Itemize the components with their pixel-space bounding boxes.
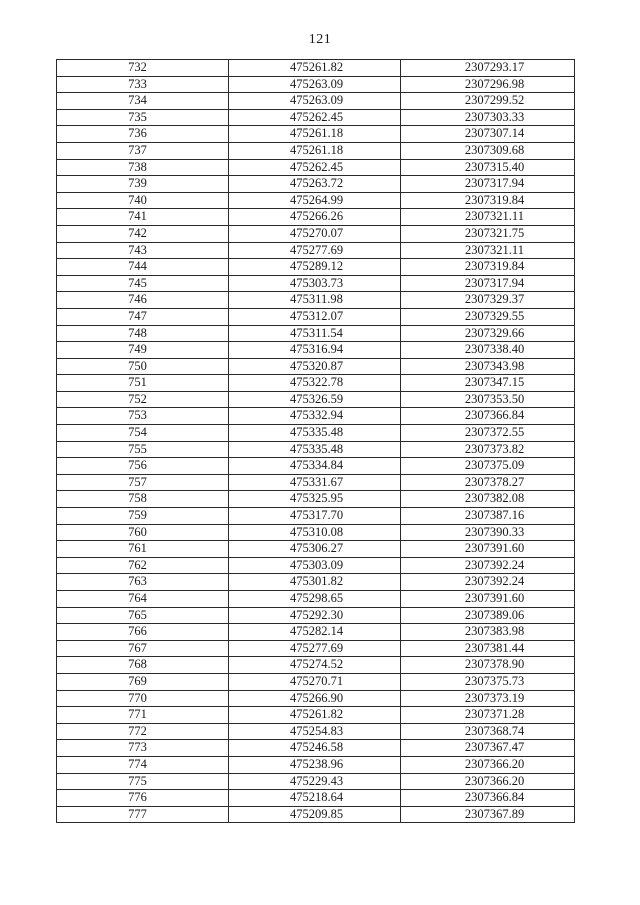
x-coordinate-cell: 475335.48 (229, 425, 401, 442)
y-coordinate-cell: 2307389.06 (401, 607, 575, 624)
table-row (57, 225, 575, 242)
table-row (57, 109, 575, 126)
point-number-cell: 755 (57, 441, 229, 458)
table-row (57, 640, 575, 657)
table-row (57, 524, 575, 541)
table-row (57, 557, 575, 574)
x-coordinate-cell: 475311.54 (229, 325, 401, 342)
table-row (57, 508, 575, 525)
y-coordinate-cell: 2307307.14 (401, 126, 575, 143)
y-coordinate-cell: 2307366.20 (401, 773, 575, 790)
point-number-cell: 745 (57, 275, 229, 292)
table-row (57, 441, 575, 458)
x-coordinate-cell: 475246.58 (229, 740, 401, 757)
point-number-cell: 754 (57, 425, 229, 442)
x-coordinate-cell: 475266.90 (229, 690, 401, 707)
table-row (57, 142, 575, 159)
x-coordinate-cell: 475209.85 (229, 806, 401, 823)
y-coordinate-cell: 2307373.82 (401, 441, 575, 458)
table-row (57, 342, 575, 359)
x-coordinate-cell: 475292.30 (229, 607, 401, 624)
table-row (57, 474, 575, 491)
point-number-cell: 743 (57, 242, 229, 259)
x-coordinate-cell: 475261.18 (229, 126, 401, 143)
y-coordinate-cell: 2307387.16 (401, 508, 575, 525)
point-number-cell: 733 (57, 76, 229, 93)
coordinate-table (56, 59, 575, 823)
point-number-cell: 749 (57, 342, 229, 359)
x-coordinate-cell: 475322.78 (229, 375, 401, 392)
table-row (57, 740, 575, 757)
y-coordinate-cell: 2307319.84 (401, 192, 575, 209)
point-number-cell: 740 (57, 192, 229, 209)
point-number-cell: 751 (57, 375, 229, 392)
x-coordinate-cell: 475277.69 (229, 242, 401, 259)
y-coordinate-cell: 2307317.94 (401, 275, 575, 292)
y-coordinate-cell: 2307343.98 (401, 358, 575, 375)
y-coordinate-cell: 2307392.24 (401, 574, 575, 591)
point-number-cell: 748 (57, 325, 229, 342)
x-coordinate-cell: 475316.94 (229, 342, 401, 359)
point-number-cell: 753 (57, 408, 229, 425)
x-coordinate-cell: 475332.94 (229, 408, 401, 425)
point-number-cell: 737 (57, 142, 229, 159)
table-row (57, 773, 575, 790)
point-number-cell: 738 (57, 159, 229, 176)
table-row (57, 159, 575, 176)
x-coordinate-cell: 475266.26 (229, 209, 401, 226)
y-coordinate-cell: 2307391.60 (401, 541, 575, 558)
y-coordinate-cell: 2307309.68 (401, 142, 575, 159)
point-number-cell: 741 (57, 209, 229, 226)
table-row (57, 591, 575, 608)
table-row (57, 624, 575, 641)
x-coordinate-cell: 475335.48 (229, 441, 401, 458)
y-coordinate-cell: 2307321.11 (401, 209, 575, 226)
y-coordinate-cell: 2307375.73 (401, 673, 575, 690)
point-number-cell: 763 (57, 574, 229, 591)
x-coordinate-cell: 475289.12 (229, 259, 401, 276)
point-number-cell: 775 (57, 773, 229, 790)
y-coordinate-cell: 2307390.33 (401, 524, 575, 541)
x-coordinate-cell: 475262.45 (229, 109, 401, 126)
point-number-cell: 768 (57, 657, 229, 674)
y-coordinate-cell: 2307303.33 (401, 109, 575, 126)
point-number-cell: 774 (57, 756, 229, 773)
point-number-cell: 771 (57, 707, 229, 724)
table-row (57, 690, 575, 707)
y-coordinate-cell: 2307378.27 (401, 474, 575, 491)
table-row (57, 93, 575, 110)
table-row (57, 408, 575, 425)
table-row (57, 325, 575, 342)
y-coordinate-cell: 2307329.66 (401, 325, 575, 342)
y-coordinate-cell: 2307353.50 (401, 391, 575, 408)
y-coordinate-cell: 2307366.20 (401, 756, 575, 773)
table-row (57, 358, 575, 375)
table-row (57, 541, 575, 558)
x-coordinate-cell: 475317.70 (229, 508, 401, 525)
point-number-cell: 734 (57, 93, 229, 110)
point-number-cell: 764 (57, 591, 229, 608)
point-number-cell: 767 (57, 640, 229, 657)
table-row (57, 491, 575, 508)
x-coordinate-cell: 475303.73 (229, 275, 401, 292)
table-row (57, 673, 575, 690)
y-coordinate-cell: 2307391.60 (401, 591, 575, 608)
y-coordinate-cell: 2307293.17 (401, 60, 575, 77)
x-coordinate-cell: 475270.71 (229, 673, 401, 690)
table-row (57, 425, 575, 442)
table-row (57, 723, 575, 740)
y-coordinate-cell: 2307296.98 (401, 76, 575, 93)
point-number-cell: 742 (57, 225, 229, 242)
point-number-cell: 765 (57, 607, 229, 624)
x-coordinate-cell: 475320.87 (229, 358, 401, 375)
x-coordinate-cell: 475264.99 (229, 192, 401, 209)
y-coordinate-cell: 2307367.89 (401, 806, 575, 823)
point-number-cell: 777 (57, 806, 229, 823)
point-number-cell: 776 (57, 790, 229, 807)
x-coordinate-cell: 475263.72 (229, 176, 401, 193)
point-number-cell: 747 (57, 308, 229, 325)
x-coordinate-cell: 475270.07 (229, 225, 401, 242)
y-coordinate-cell: 2307321.11 (401, 242, 575, 259)
y-coordinate-cell: 2307375.09 (401, 458, 575, 475)
x-coordinate-cell: 475261.18 (229, 142, 401, 159)
x-coordinate-cell: 475218.64 (229, 790, 401, 807)
x-coordinate-cell: 475325.95 (229, 491, 401, 508)
table-row (57, 126, 575, 143)
table-row (57, 707, 575, 724)
y-coordinate-cell: 2307347.15 (401, 375, 575, 392)
table-row (57, 391, 575, 408)
point-number-cell: 769 (57, 673, 229, 690)
point-number-cell: 761 (57, 541, 229, 558)
y-coordinate-cell: 2307299.52 (401, 93, 575, 110)
table-row (57, 76, 575, 93)
point-number-cell: 758 (57, 491, 229, 508)
table-row (57, 375, 575, 392)
x-coordinate-cell: 475301.82 (229, 574, 401, 591)
coordinate-table-body (57, 60, 575, 823)
x-coordinate-cell: 475310.08 (229, 524, 401, 541)
y-coordinate-cell: 2307378.90 (401, 657, 575, 674)
point-number-cell: 770 (57, 690, 229, 707)
x-coordinate-cell: 475238.96 (229, 756, 401, 773)
table-row (57, 259, 575, 276)
table-row (57, 574, 575, 591)
x-coordinate-cell: 475261.82 (229, 60, 401, 77)
table-row (57, 275, 575, 292)
point-number-cell: 750 (57, 358, 229, 375)
x-coordinate-cell: 475298.65 (229, 591, 401, 608)
point-number-cell: 757 (57, 474, 229, 491)
y-coordinate-cell: 2307371.28 (401, 707, 575, 724)
point-number-cell: 772 (57, 723, 229, 740)
table-row (57, 308, 575, 325)
y-coordinate-cell: 2307367.47 (401, 740, 575, 757)
x-coordinate-cell: 475274.52 (229, 657, 401, 674)
table-row (57, 60, 575, 77)
y-coordinate-cell: 2307373.19 (401, 690, 575, 707)
table-row (57, 176, 575, 193)
x-coordinate-cell: 475261.82 (229, 707, 401, 724)
x-coordinate-cell: 475303.09 (229, 557, 401, 574)
table-row (57, 242, 575, 259)
table-row (57, 657, 575, 674)
table-row (57, 209, 575, 226)
x-coordinate-cell: 475331.67 (229, 474, 401, 491)
y-coordinate-cell: 2307338.40 (401, 342, 575, 359)
point-number-cell: 744 (57, 259, 229, 276)
y-coordinate-cell: 2307321.75 (401, 225, 575, 242)
table-row (57, 458, 575, 475)
y-coordinate-cell: 2307329.55 (401, 308, 575, 325)
y-coordinate-cell: 2307315.40 (401, 159, 575, 176)
table-row (57, 756, 575, 773)
x-coordinate-cell: 475311.98 (229, 292, 401, 309)
y-coordinate-cell: 2307383.98 (401, 624, 575, 641)
table-row (57, 607, 575, 624)
point-number-cell: 773 (57, 740, 229, 757)
point-number-cell: 762 (57, 557, 229, 574)
point-number-cell: 760 (57, 524, 229, 541)
table-row (57, 192, 575, 209)
x-coordinate-cell: 475277.69 (229, 640, 401, 657)
y-coordinate-cell: 2307382.08 (401, 491, 575, 508)
x-coordinate-cell: 475254.83 (229, 723, 401, 740)
y-coordinate-cell: 2307329.37 (401, 292, 575, 309)
y-coordinate-cell: 2307366.84 (401, 408, 575, 425)
y-coordinate-cell: 2307392.24 (401, 557, 575, 574)
point-number-cell: 736 (57, 126, 229, 143)
y-coordinate-cell: 2307366.84 (401, 790, 575, 807)
x-coordinate-cell: 475282.14 (229, 624, 401, 641)
page-number: 121 (308, 32, 332, 47)
y-coordinate-cell: 2307381.44 (401, 640, 575, 657)
y-coordinate-cell: 2307317.94 (401, 176, 575, 193)
point-number-cell: 756 (57, 458, 229, 475)
point-number-cell: 759 (57, 508, 229, 525)
table-row (57, 790, 575, 807)
y-coordinate-cell: 2307319.84 (401, 259, 575, 276)
point-number-cell: 739 (57, 176, 229, 193)
point-number-cell: 732 (57, 60, 229, 77)
x-coordinate-cell: 475262.45 (229, 159, 401, 176)
table-row (57, 292, 575, 309)
x-coordinate-cell: 475334.84 (229, 458, 401, 475)
x-coordinate-cell: 475326.59 (229, 391, 401, 408)
point-number-cell: 746 (57, 292, 229, 309)
x-coordinate-cell: 475263.09 (229, 76, 401, 93)
point-number-cell: 766 (57, 624, 229, 641)
x-coordinate-cell: 475263.09 (229, 93, 401, 110)
table-row (57, 806, 575, 823)
y-coordinate-cell: 2307372.55 (401, 425, 575, 442)
x-coordinate-cell: 475229.43 (229, 773, 401, 790)
point-number-cell: 735 (57, 109, 229, 126)
x-coordinate-cell: 475312.07 (229, 308, 401, 325)
point-number-cell: 752 (57, 391, 229, 408)
y-coordinate-cell: 2307368.74 (401, 723, 575, 740)
x-coordinate-cell: 475306.27 (229, 541, 401, 558)
